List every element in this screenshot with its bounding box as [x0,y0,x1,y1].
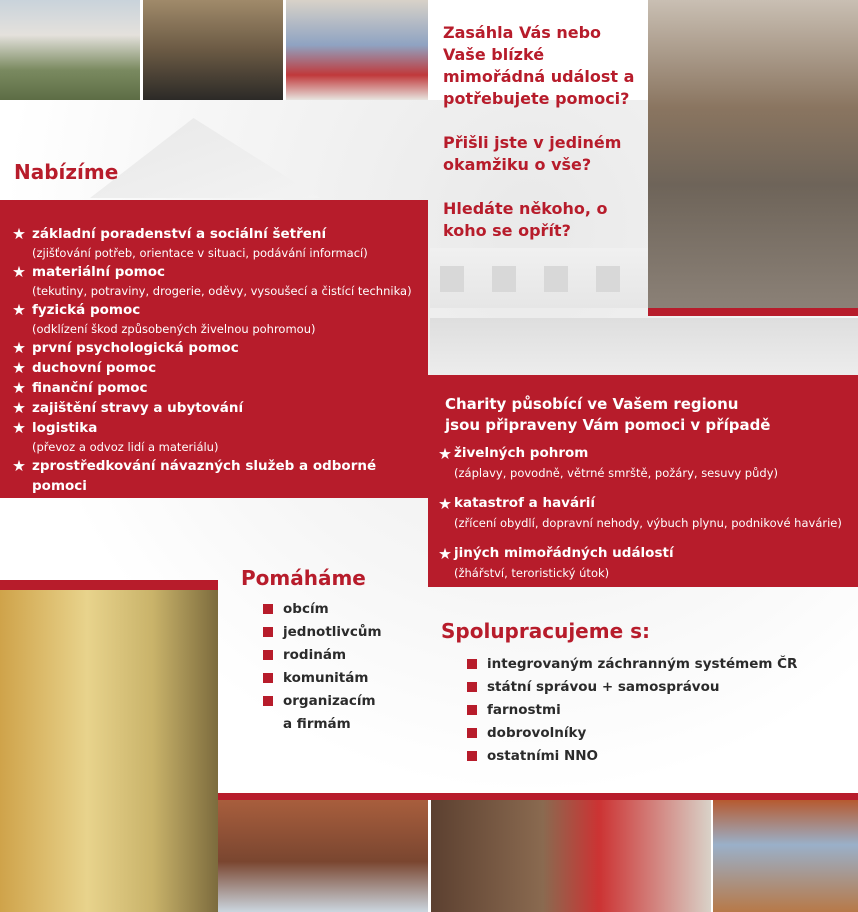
photo-cleaning-equipment [143,0,283,100]
star-bullet-icon [439,548,452,561]
list-item: státní správou + samosprávou [467,676,847,699]
photo-flooded-house [0,0,140,100]
square-bullet-icon [263,627,273,637]
list-item: jiných mimořádných událostí (žhářství, teroristický útok) [440,544,852,583]
charity-heading: Charity působící ve Vašem regionu jsou připraveny Vám pomoci v případě [445,395,771,434]
list-item: zprostředkování návazných služeb a odborné pomoci [14,456,424,496]
list-item: rodinám [263,644,433,667]
star-bullet-icon [13,304,26,317]
photo-volunteers-distributing [286,0,428,100]
intro-questions [443,22,648,264]
star-bullet-icon [439,448,452,461]
list-item: živelných pohrom (záplavy, povodně, větrné smrště, požáry, sesuvy půdy) [440,444,852,483]
star-bullet-icon [439,498,452,511]
list-item: logistika (převoz a odvoz lidí a materiálu) [14,418,424,456]
star-bullet-icon [13,422,26,435]
star-bullet-icon [13,342,26,355]
star-bullet-icon [13,362,26,375]
square-bullet-icon [263,604,273,614]
photo-drying-room [713,800,858,912]
square-bullet-icon [263,650,273,660]
intro-question: Zasáhla Vás nebo Vaše blízké mimořádná událost a potřebujete pomoci? [443,23,635,108]
list-item: fyzická pomoc (odklízení škod způsobených živelnou pohromou) [14,300,424,338]
list-item: jednotlivcům [263,621,433,644]
list-item: finanční pomoc [14,378,424,398]
charity-list [440,444,852,594]
square-bullet-icon [467,659,477,669]
square-bullet-icon [467,682,477,692]
spolupracujeme-list [467,653,847,768]
star-bullet-icon [13,402,26,415]
list-item: ostatními NNO [467,745,847,768]
nabizime-list [14,224,424,496]
square-bullet-icon [263,696,273,706]
background-flooded-street [430,318,858,380]
list-item: katastrof a havárií (zřícení obydlí, dopravní nehody, výbuch plynu, podnikové havárie) [440,494,852,533]
list-item: obcím [263,598,433,621]
star-bullet-icon [13,460,26,473]
pomahame-heading: Pomáháme [241,566,366,590]
nabizime-heading: Nabízíme [14,160,119,184]
photo-damaged-interior [431,800,711,912]
accent-bar [0,580,218,590]
list-item: základní poradenství a sociální šetření (zjišťování potřeb, orientace v situaci, podávání informací) [14,224,424,262]
pomahame-list [263,598,433,736]
star-bullet-icon [13,228,26,241]
square-bullet-icon [263,673,273,683]
list-item: materiální pomoc (tekutiny, potraviny, drogerie, oděvy, vysoušecí a čistící technika) [14,262,424,300]
square-bullet-icon [467,728,477,738]
list-item: komunitám [263,667,433,690]
intro-question: Přišli jste v jediném okamžiku o vše? [443,133,622,174]
list-item-continuation: a firmám [283,716,351,732]
star-bullet-icon [13,382,26,395]
photo-workers-cleaning [0,590,218,912]
accent-bar [648,308,858,316]
star-bullet-icon [13,266,26,279]
photo-water-supplies [218,800,428,912]
list-item: první psychologická pomoc [14,338,424,358]
photo-collapsed-building [648,0,858,308]
square-bullet-icon [467,705,477,715]
list-item: zajištění stravy a ubytování [14,398,424,418]
list-item: farnostmi [467,699,847,722]
list-item: organizacím [263,690,433,713]
list-item: duchovní pomoc [14,358,424,378]
spolupracujeme-heading: Spolupracujeme s: [441,619,651,643]
accent-bar [218,793,858,800]
list-item: integrovaným záchranným systémem ČR [467,653,847,676]
list-item: dobrovolníky [467,722,847,745]
intro-question: Hledáte někoho, o koho se opřít? [443,199,608,240]
square-bullet-icon [467,751,477,761]
